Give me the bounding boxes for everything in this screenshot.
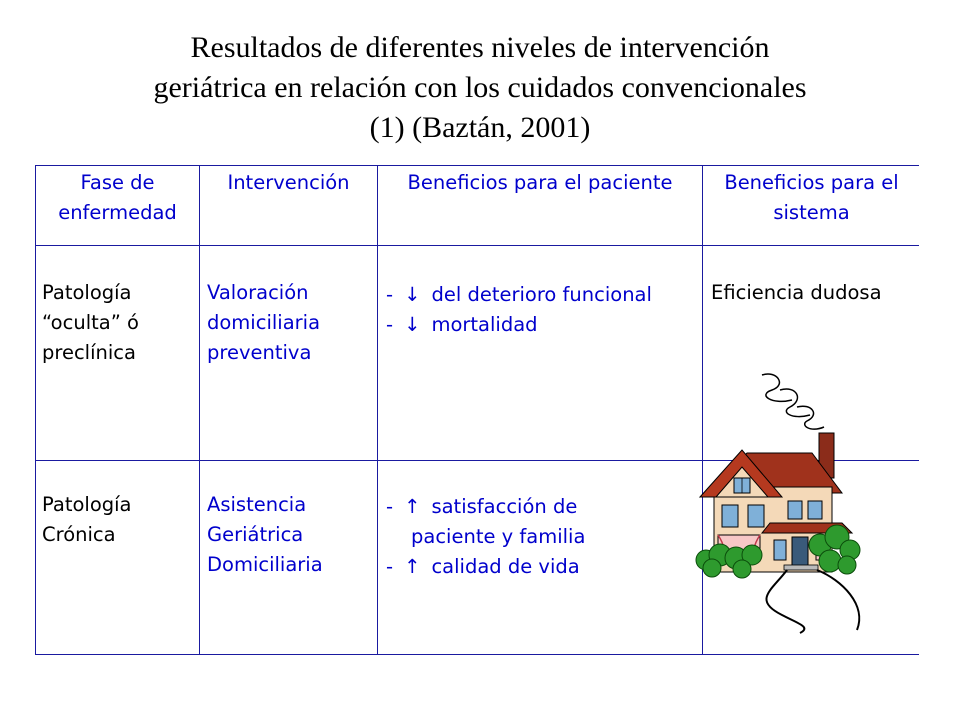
row1-phase-line3: preclínica xyxy=(42,341,136,364)
header-phase xyxy=(36,168,199,228)
row2-intervention-line2: Geriátrica xyxy=(207,523,304,546)
row2-intervention-line3: Domiciliaria xyxy=(207,553,323,576)
row1-phase-line1: Patología xyxy=(42,281,132,304)
header-system-benefits-line1: Beneficios para el xyxy=(724,171,899,194)
row1-intervention-line1: Valoración xyxy=(207,281,309,304)
row2-phase-line1: Patología xyxy=(42,493,132,516)
row2-benefit-item xyxy=(386,492,702,522)
row1-intervention-line2: domiciliaria xyxy=(207,311,321,334)
down-arrow-icon: ↓ xyxy=(404,313,421,336)
row2-benefit-continuation xyxy=(386,522,702,552)
row1-system-text: Eficiencia dudosa xyxy=(711,281,882,304)
row1-benefit-item xyxy=(386,310,702,340)
title-line-3: (1) (Baztán, 2001) xyxy=(369,111,591,144)
row2-intervention xyxy=(207,490,375,580)
row1-benefit-text: del deterioro funcional xyxy=(431,283,652,306)
row2-benefit-text: calidad de vida xyxy=(431,555,580,578)
row1-benefit-item xyxy=(386,280,702,310)
header-system-benefits xyxy=(703,168,920,228)
title-line-1: Resultados de diferentes niveles de intervención xyxy=(190,31,770,64)
row1-intervention xyxy=(207,278,375,368)
row1-intervention-line3: preventiva xyxy=(207,341,312,364)
row2-benefit-item xyxy=(386,552,702,582)
header-phase-line2: enfermedad xyxy=(58,201,177,224)
header-patient-benefits xyxy=(378,168,702,198)
row1-benefit-text: mortalidad xyxy=(431,313,538,336)
bullet-dash: - xyxy=(386,283,394,306)
house-clipart-icon xyxy=(692,365,867,635)
row2-benefits xyxy=(386,492,702,582)
title-line-2: geriátrica en relación con los cuidados convencionales xyxy=(153,71,807,104)
bullet-dash: - xyxy=(386,313,394,336)
up-arrow-icon: ↑ xyxy=(404,555,421,578)
up-arrow-icon: ↑ xyxy=(404,495,421,518)
row1-benefits xyxy=(386,280,702,340)
row2-phase xyxy=(42,490,197,550)
bullet-dash: - xyxy=(386,555,394,578)
row2-intervention-line1: Asistencia xyxy=(207,493,307,516)
bullet-dash: - xyxy=(386,495,394,518)
row1-phase-line2: “oculta” ó xyxy=(42,311,139,334)
down-arrow-icon: ↓ xyxy=(404,283,421,306)
header-intervention-label: Intervención xyxy=(227,171,350,194)
row1-system xyxy=(711,278,919,308)
header-system-benefits-line2: sistema xyxy=(773,201,850,224)
header-phase-line1: Fase de xyxy=(80,171,155,194)
row2-benefit-text: satisfacción de xyxy=(431,495,578,518)
row2-benefit-text: paciente y familia xyxy=(411,525,586,548)
header-patient-benefits-label: Beneficios para el paciente xyxy=(407,171,673,194)
header-intervention xyxy=(200,168,377,198)
row1-phase xyxy=(42,278,197,368)
row2-phase-line2: Crónica xyxy=(42,523,116,546)
